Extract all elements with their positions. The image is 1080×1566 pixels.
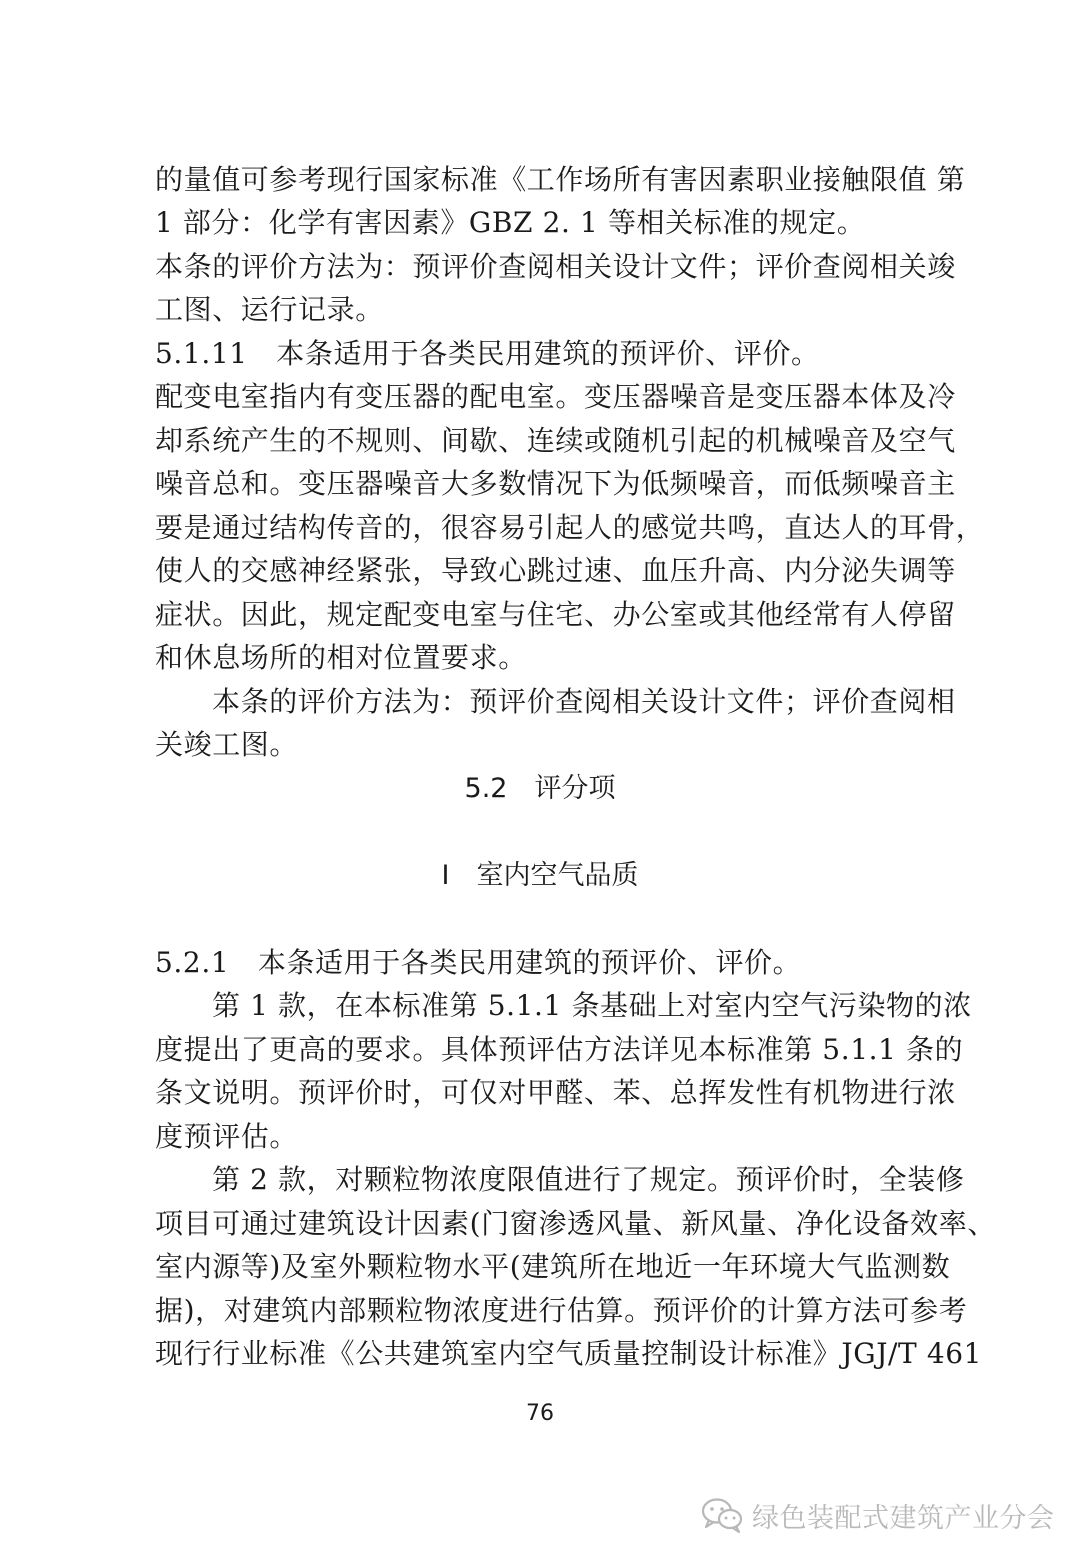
body-text-line: 的量值可参考现行国家标准《工作场所有害因素职业接触限值 第 — [155, 163, 966, 196]
body-text-line: 据)，对建筑内部颗粒物浓度进行估算。预评价的计算方法可参考 — [155, 1294, 968, 1327]
body-text-line: 配变电室指内有变压器的配电室。变压器噪音是变压器本体及冷 — [155, 380, 956, 413]
watermark-text: 绿色装配式建筑产业分会 — [752, 1502, 1055, 1534]
body-text-line: 工图、运行记录。 — [155, 293, 384, 326]
body-text-line: 项目可通过建筑设计因素(门窗渗透风量、新风量、净化设备效率、 — [155, 1207, 996, 1240]
wechat-icon — [700, 1495, 744, 1535]
body-text-line: 本条的评价方法为：预评价查阅相关设计文件；评价查阅相关竣 — [155, 250, 956, 283]
body-text-line: 关竣工图。 — [155, 728, 299, 761]
body-text-line: 1 部分：化学有害因素》GBZ 2. 1 等相关标准的规定。 — [155, 206, 866, 239]
clause-heading: 5.1.11 本条适用于各类民用建筑的预评价、评价。 — [155, 337, 820, 370]
page-number: 76 — [526, 1401, 554, 1426]
body-text-line: 症状。因此，规定配变电室与住宅、办公室或其他经常有人停留 — [155, 598, 956, 631]
subsection-heading: Ⅰ 室内空气品质 — [441, 860, 639, 891]
body-text-line: 第 2 款，对颗粒物浓度限值进行了规定。预评价时，全装修 — [212, 1163, 965, 1196]
watermark — [700, 1492, 1055, 1538]
clause-heading: 5.2.1 本条适用于各类民用建筑的预评价、评价。 — [155, 946, 802, 979]
section-heading: 5.2 评分项 — [464, 773, 616, 804]
body-text-line: 室内源等)及室外颗粒物水平(建筑所在地近一年环境大气监测数 — [155, 1250, 951, 1283]
body-text-line: 和休息场所的相对位置要求。 — [155, 641, 527, 674]
body-text-line: 使人的交感神经紧张，导致心跳过速、血压升高、内分泌失调等 — [155, 554, 956, 587]
body-text-line: 却系统产生的不规则、间歇、连续或随机引起的机械噪音及空气 — [155, 424, 956, 457]
body-text-line: 现行行业标准《公共建筑室内空气质量控制设计标准》JGJ/T 461 — [155, 1337, 983, 1370]
body-text-line: 本条的评价方法为：预评价查阅相关设计文件；评价查阅相 — [212, 685, 956, 718]
body-text-line: 条文说明。预评价时，可仅对甲醛、苯、总挥发性有机物进行浓 — [155, 1076, 956, 1109]
body-text-line: 噪音总和。变压器噪音大多数情况下为低频噪音，而低频噪音主 — [155, 467, 956, 500]
body-text-line: 度预评估。 — [155, 1120, 299, 1153]
body-text-line: 第 1 款，在本标准第 5.1.1 条基础上对室内空气污染物的浓 — [212, 989, 972, 1022]
body-text-line: 要是通过结构传音的，很容易引起人的感觉共鸣，直达人的耳骨， — [155, 511, 985, 544]
body-text-line: 度提出了更高的要求。具体预评估方法详见本标准第 5.1.1 条的 — [155, 1033, 964, 1066]
